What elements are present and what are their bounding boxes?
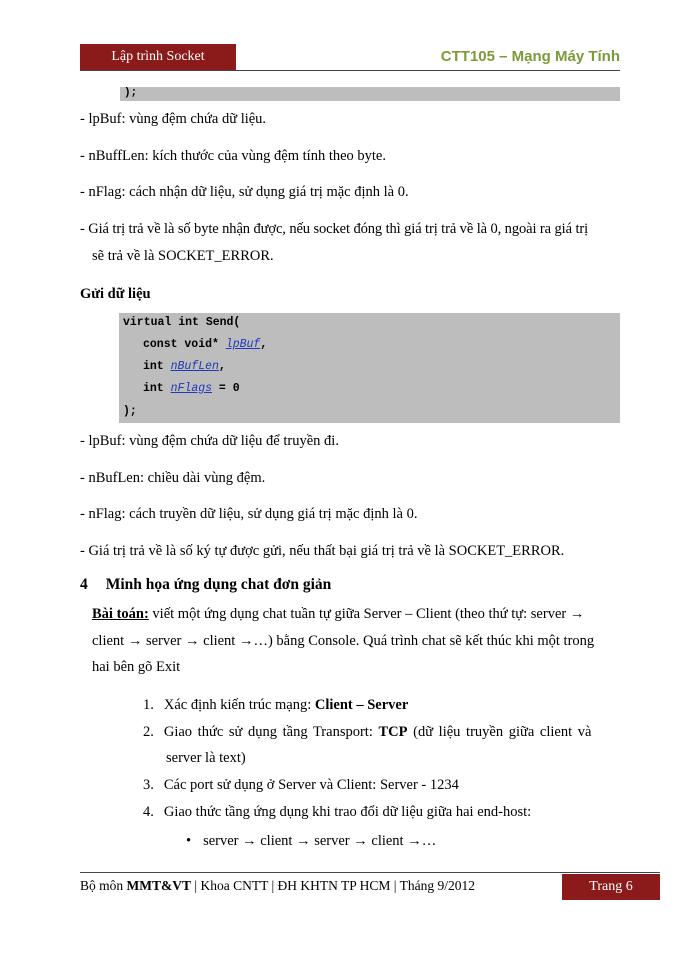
step-2-cont: server là text): [166, 750, 246, 766]
code-closing: );: [124, 87, 138, 99]
lpbuf-link[interactable]: lpBuf: [225, 338, 261, 351]
send-return-value: - Giá trị trả về là số ký tự được gửi, nếu thất bại giá trị trả về là SOCKET_ERROR.: [80, 543, 565, 559]
code-punct: ,: [218, 360, 226, 373]
step-text: Giao thức sử dụng tầng Transport:: [163, 724, 379, 740]
step-4: [143, 801, 531, 823]
code-block-tail: [120, 87, 620, 101]
problem-text-1: viết một ứng dụng chat tuần tự giữa Server – Client (theo thứ tự: server →: [148, 606, 585, 622]
step-text: Xác định kiến trúc mạng:: [163, 697, 315, 713]
footer-prefix: Bộ môn: [80, 878, 127, 893]
footer-text: [80, 878, 475, 894]
send-code-block: [119, 313, 620, 423]
send-param-nbuflen: - nBufLen: chiều dài vùng đệm.: [80, 470, 266, 486]
section-title: Minh họa ứng dụng chat đơn giản: [105, 576, 332, 593]
footer-divider: [80, 872, 660, 873]
step-number: 4.: [143, 804, 154, 820]
step-number: 3.: [143, 777, 154, 793]
code-line-signature: virtual int Send(: [123, 316, 241, 329]
header-course-title: CTT105 – Mạng Máy Tính: [440, 48, 620, 65]
step-number: 2.: [143, 724, 154, 740]
code-type: const void*: [143, 338, 226, 351]
bullet-dot-icon: •: [186, 833, 192, 849]
nbuflen-link[interactable]: nBufLen: [170, 360, 219, 373]
nflags-link[interactable]: nFlags: [170, 382, 213, 395]
section-number: 4: [80, 576, 88, 593]
recv-return-value-cont: sẽ trả về là SOCKET_ERROR.: [92, 248, 274, 264]
step-bold: TCP: [378, 724, 408, 740]
header-divider: [80, 70, 620, 71]
step-number: 1.: [143, 697, 154, 713]
send-heading: Gửi dữ liệu: [80, 286, 151, 302]
bullet-item: [186, 830, 436, 852]
code-line-lpbuf: [143, 338, 267, 351]
bullet-text: server → client → server → client →…: [203, 833, 437, 849]
step-text: Giao thức tầng ứng dụng khi trao đổi dữ liệu giữa hai end-host:: [163, 804, 532, 820]
problem-line-2: client → server → client →…) bằng Console. Quá trình chat sẽ kết thúc khi một trong: [92, 633, 595, 649]
recv-param-nbufflen: - nBuffLen: kích thước của vùng đệm tính theo byte.: [80, 148, 386, 164]
header-section-label: Lập trình Socket: [111, 49, 205, 64]
footer-suffix: | Khoa CNTT | ĐH KHTN TP HCM | Tháng 9/2012: [191, 878, 475, 893]
send-param-nflag: - nFlag: cách truyền dữ liệu, sử dụng giá trị mặc định là 0.: [80, 506, 418, 522]
recv-param-lpbuf: - lpBuf: vùng đệm chứa dữ liệu.: [80, 111, 267, 127]
step-rest: (dữ liệu truyền giữa client và: [407, 724, 592, 740]
problem-label: Bài toán:: [92, 606, 149, 622]
code-line-nflags: [143, 382, 240, 395]
header-section-tab: [80, 44, 236, 70]
problem-line-3: hai bên gõ Exit: [92, 659, 181, 675]
code-type: int: [143, 382, 171, 395]
step-text: Các port sử dụng ở Server và Client: Server - 1234: [163, 777, 459, 793]
code-line-close: );: [123, 405, 137, 418]
code-punct: ,: [260, 338, 268, 351]
problem-line-1: [92, 603, 584, 625]
code-line-nbuflen: [143, 360, 226, 373]
recv-return-value: - Giá trị trả về là số byte nhận được, nếu socket đóng thì giá trị trả về là 0, ngoài ra giá trị: [80, 221, 589, 237]
recv-param-nflag: - nFlag: cách nhận dữ liệu, sử dụng giá trị mặc định là 0.: [80, 184, 409, 200]
code-default: = 0: [212, 382, 240, 395]
footer-page-tab: [562, 874, 660, 900]
send-param-lpbuf: - lpBuf: vùng đệm chứa dữ liệu để truyền đi.: [80, 433, 339, 449]
page-number: Trang 6: [589, 879, 633, 894]
step-2: [143, 721, 591, 743]
step-3: [143, 774, 459, 796]
code-type: int: [143, 360, 171, 373]
footer-dept: MMT&VT: [126, 878, 192, 893]
step-1: [143, 694, 408, 716]
step-bold: Client – Server: [314, 697, 409, 713]
section-heading: [80, 576, 331, 594]
